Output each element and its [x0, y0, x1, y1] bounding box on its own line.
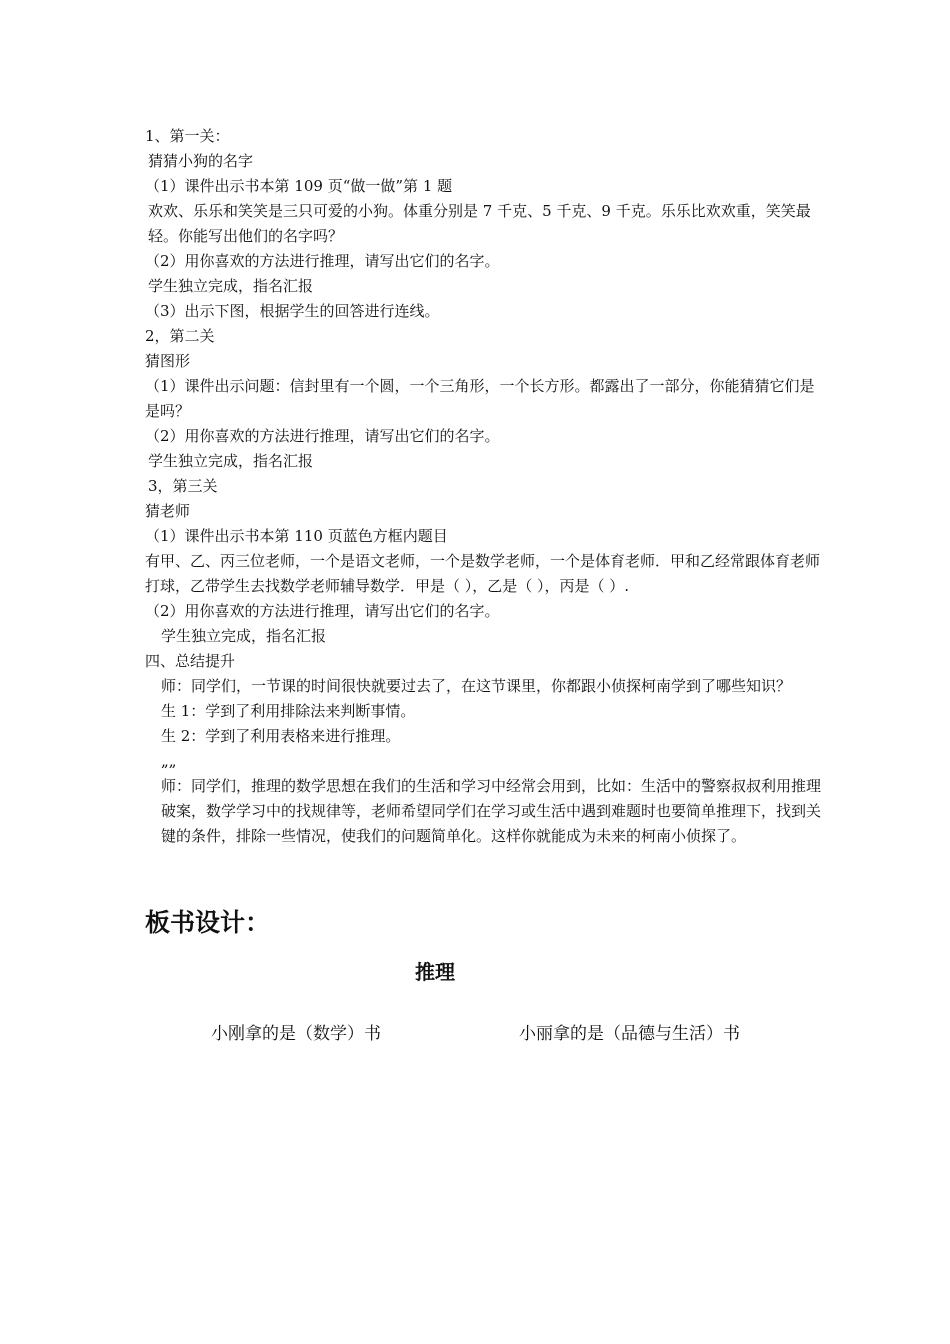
paragraph-problem: 欢欢、乐乐和笑笑是三只可爱的小狗。体重分别是 7 千克、5 千克、9 千克。乐乐比欢欢重，笑笑最轻。你能写出他们的名字吗？ [148, 202, 811, 245]
paragraph-step: （2）用你喜欢的方法进行推理，请写出它们的名字。 [145, 252, 500, 270]
paragraph-level3-title: 3，第三关 [148, 477, 218, 495]
board-design-heading: 板书设计： [145, 908, 271, 937]
paragraph-level2-subtitle: 猜图形 [145, 352, 191, 370]
paragraph-note: 学生独立完成，指名汇报 [148, 452, 314, 470]
paragraph-student-answer: 生 1：学到了利用排除法来判断事情。 [161, 702, 416, 720]
lesson-body [145, 124, 825, 849]
paragraph-problem: 有甲、乙、丙三位老师，一个是语文老师，一个是数学老师，一个是体育老师．甲和乙经常跟体育老师打球，乙带学生去找数学老师辅导数学．甲是（ ），乙是（ ），丙是（ ）. [145, 552, 821, 595]
paragraph-step: （1）课件出示书本第 110 页蓝色方框内题目 [145, 527, 448, 545]
paragraph-level1-title: 1、第一关： [145, 127, 230, 145]
paragraph-note: 学生独立完成，指名汇报 [148, 277, 314, 295]
board-item-left: 小刚拿的是（数学）书 [211, 1024, 381, 1044]
paragraph-level1-subtitle: 猜猜小狗的名字 [148, 152, 254, 170]
paragraph-level3-subtitle: 猜老师 [145, 502, 191, 520]
board-item-right: 小丽拿的是（品德与生活）书 [519, 1024, 740, 1044]
paragraph-step: （1）课件出示问题：信封里有一个圆，一个三角形，一个长方形。都露出了一部分，你能猜猜它们是是吗？ [145, 377, 815, 420]
paragraph-note: 学生独立完成，指名汇报 [161, 627, 327, 645]
paragraph-step: （2）用你喜欢的方法进行推理，请写出它们的名字。 [145, 427, 500, 445]
paragraph-student-answer: 生 2：学到了利用表格来进行推理。 [161, 727, 401, 745]
paragraph-level2-title: 2，第二关 [145, 327, 215, 345]
board-title: 推理 [415, 960, 455, 984]
paragraph-section-four-title: 四、总结提升 [145, 652, 236, 670]
paragraph-step: （2）用你喜欢的方法进行推理，请写出它们的名字。 [145, 602, 500, 620]
paragraph-step: （3）出示下图，根据学生的回答进行连线。 [145, 302, 440, 320]
paragraph-teacher-summary: 师：同学们，推理的数学思想在我们的生活和学习中经常会用到，比如：生活中的警察叔叔利用推理破案，数学学习中的找规律等，老师希望同学们在学习或生活中遇到难题时也要简单推理下，找到关键的条件，排除一些情况，使我们的问题简单化。这样你就能成为未来的柯南小侦探了。 [161, 777, 822, 845]
paragraph-step: （1）课件出示书本第 109 页“做一做”第 1 题 [145, 177, 453, 195]
paragraph-ellipsis: „„ [161, 752, 177, 770]
paragraph-teacher-question: 师：同学们，一节课的时间很快就要过去了，在这节课里，你都跟小侦探柯南学到了哪些知识？ [161, 677, 792, 695]
